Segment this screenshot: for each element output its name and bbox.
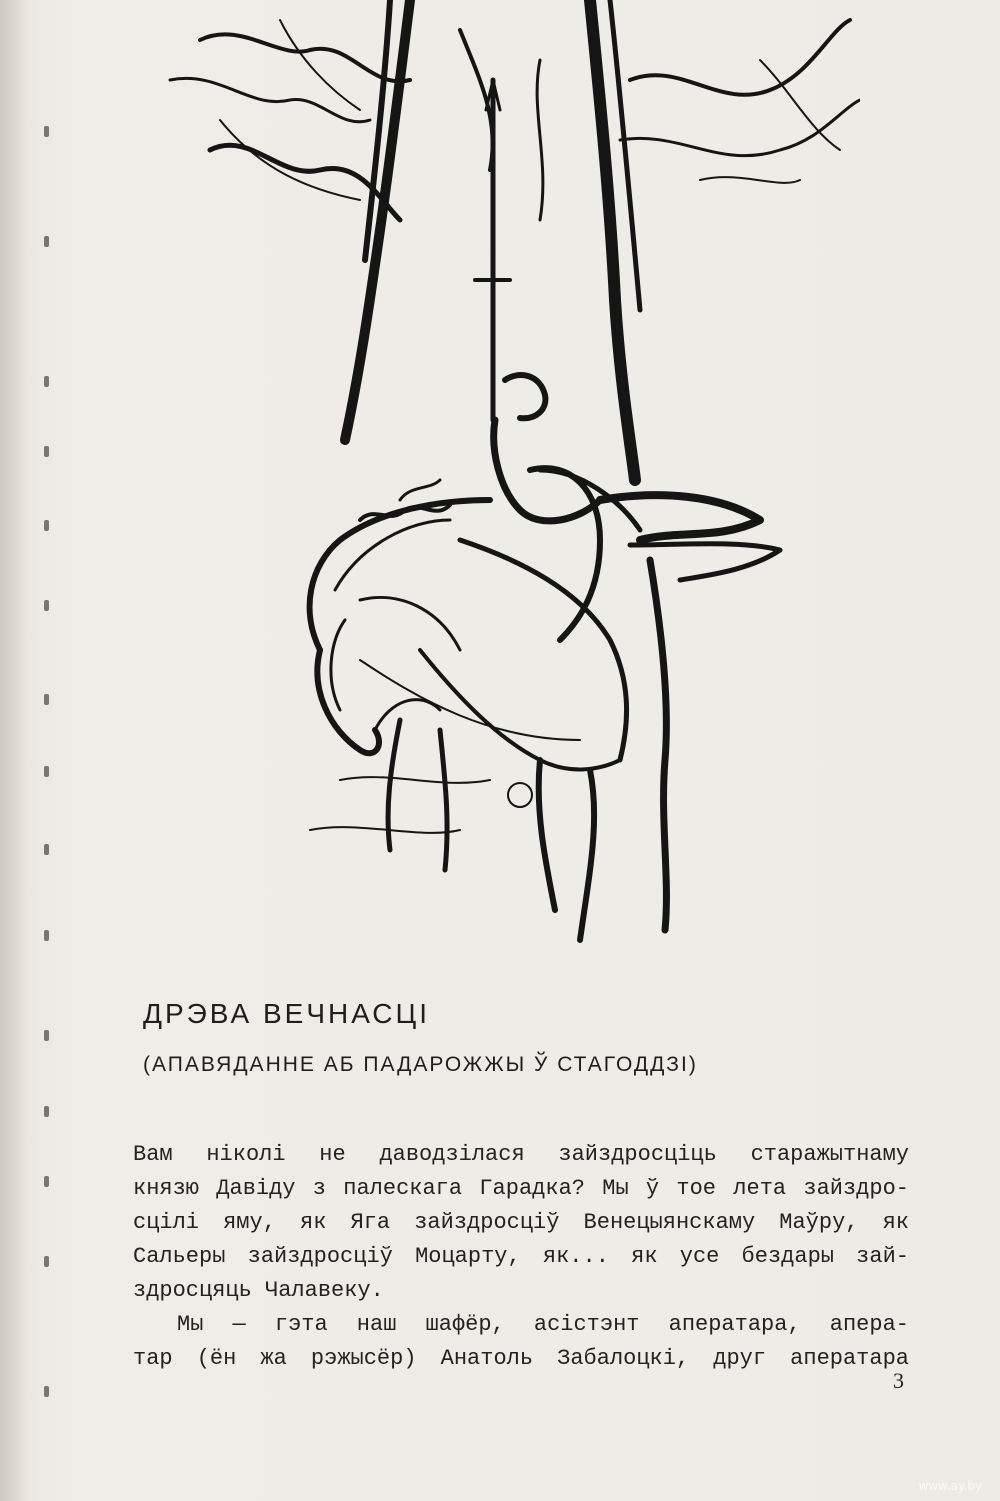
text-line: тар (ён жа рэжысёр) Анатоль Забалоцкі, друг аператара <box>133 1346 909 1371</box>
text-line: князю Давіду з палескага Гарадка? Мы ў тое лета зайздро- <box>133 1176 909 1201</box>
binding-stitch <box>44 1030 49 1041</box>
text-line: сцілі яму, як Яга зайздросціў Венецыянскаму Маўру, як <box>133 1210 909 1235</box>
book-spine <box>0 0 22 1501</box>
binding-stitch <box>44 600 49 611</box>
watermark: www.ay.by <box>918 1479 982 1493</box>
binding-stitch <box>44 766 49 777</box>
story-subtitle: (АПАВЯДАННЕ АБ ПАДАРОЖЖЫ Ў СТАГОДДЗІ) <box>143 1053 698 1076</box>
story-body <box>133 1138 909 1376</box>
text-line: Мы — гэта наш шафёр, асістэнт аператара, апера- <box>177 1312 909 1337</box>
binding-stitch <box>44 1386 49 1397</box>
text-line: здросцяць Чалавеку. <box>133 1278 384 1303</box>
binding-stitch <box>44 694 49 705</box>
binding-stitch <box>44 1176 49 1187</box>
binding-stitch <box>44 126 49 137</box>
text-line: Сальеры зайздросціў Моцарту, як... як усе бездары зай- <box>133 1244 909 1269</box>
binding-stitch <box>44 930 49 941</box>
text-line: Вам ніколі не даводзілася зайздросціць старажытнаму <box>133 1142 909 1167</box>
binding-stitch <box>44 376 49 387</box>
story-title: ДРЭВА ВЕЧНАСЦІ <box>143 998 430 1029</box>
binding-stitch <box>44 1106 49 1117</box>
knight-on-horse-illustration <box>160 0 860 960</box>
binding-stitch <box>44 844 49 855</box>
binding-stitch <box>44 446 49 457</box>
binding-stitch <box>44 520 49 531</box>
page-number: 3 <box>893 1368 904 1393</box>
binding-stitch <box>44 236 49 247</box>
binding-stitch <box>44 1256 49 1267</box>
